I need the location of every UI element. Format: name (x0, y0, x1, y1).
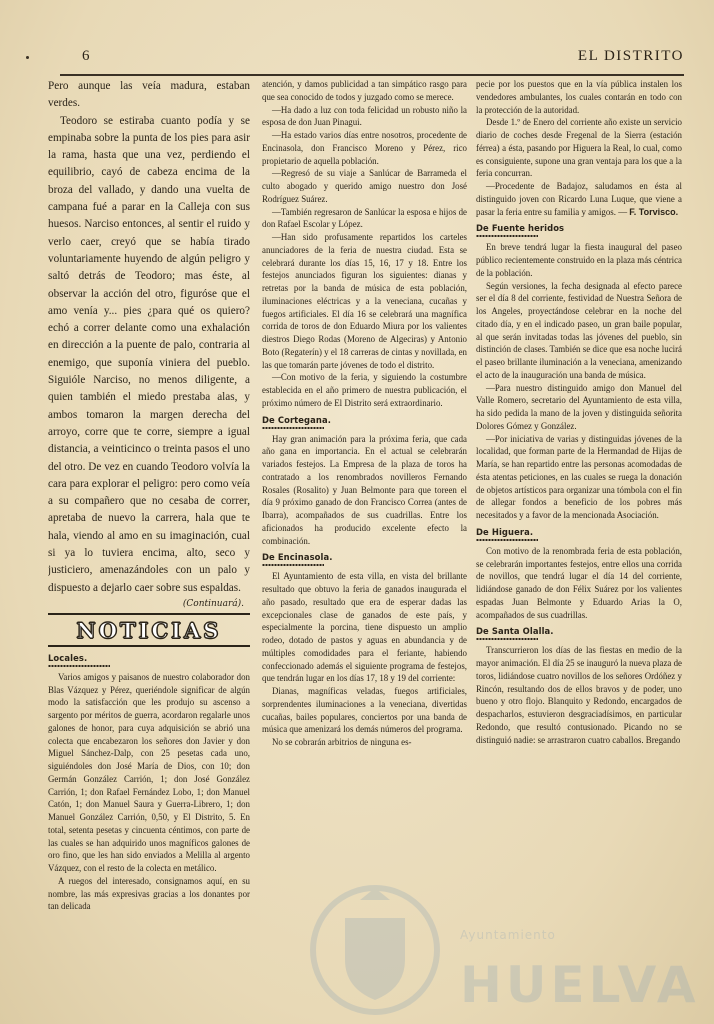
story-paragraph: Teodoro se estiraba cuanto podía y se empinaba sobre la punta de los pies para asir la rama, hasta que una vez, perdiendo el equilibrio, cayó de cabeza encima de la broza del vallado, y dando una vuelta de campana fué a parar en la Calleja con sus huesos. Narciso entonces, al sentir el ruido y verlo caer, creyó que se había tirado voluntariamente huyendo de algún peligro y saltó detrás de Teodoro; mas éste, al observar la acción del otro, figuróse que el amo venía y... pies ¿para qué os quiero? echó a correr delante como una exhalación en dirección a la puente de palo, contraria al enemigo, que suponía viniera del pueblo. Siguióle Narciso, no menos diligente, a quien también el miedo prestaba alas, y ambos tomaron la margen derecha del arroyo, corre que te corre, siempre a igual distancia, a veinticinco o treinta pasos el uno del otro. De vez en cuando Teodoro volvía la cara para explorar el peligro: pero como veía a su compañero que no cesaba de correr, apretaba de nuevo la carrera, hala que te hala, viendo al amo en su imaginación, cual si ya lo tuviera encima, alto, seco y justiciero, amenazándoles con un palo y dispuesto a dejarlo caer sobre sus espaldas. (48, 114, 250, 594)
section-heading-santa-olalla: De Santa Olalla. (476, 626, 554, 637)
heading-underline (48, 664, 110, 668)
section-heading-locales: Locales. (48, 652, 88, 663)
column-middle (262, 78, 467, 948)
ink-speck (26, 56, 29, 59)
coat-of-arms-icon (300, 880, 450, 1020)
news-paragraph: —Por iniciativa de varias y distinguidas jóvenes de la localidad, que forman parte de la Hermandad de Hijas de María, se han repartido entre las personas acomodadas de ésta atentas peticiones, en las cuales se ruega la donación de objetos artísticos para organizar una tómbola con el fin de allegar fondos a beneficio de los pobres más necesitados y a favor de la mencionada Asociación. (476, 433, 682, 520)
news-paragraph: pecie por los puestos que en la vía pública instalen los vendedores ambulantes, los cuales contarán en todo con la protección de la autoridad. (476, 79, 682, 115)
news-paragraph: —Con motivo de la feria, y siguiendo la costumbre establecida en el año primero de nuestra publicación, el próximo número de El Distrito será extraordinario. (262, 372, 467, 408)
news-paragraph: Hay gran animación para la próxima feria, que cada año gana en importancia. En el actual se celebrarán variados festejos. La Empresa de la plaza de toros ha contratado a los renombrados novilleros Fernando Rosales (Rosalito) y Juan Belmonte para que toreen el día 9 próximo ganado de don Francisco Correa (antes de Ibarra), acompañados de sus cuadrillas. Entre los aficionados ha producido excelente efecto la combinación. (262, 433, 467, 546)
story-paragraph: Pero aunque las veía madura, estaban verdes. (48, 80, 250, 110)
page-header (60, 46, 684, 76)
section-heading-fuente-heridos: De Fuente heridos (476, 223, 565, 234)
section-heading-cortegana: De Cortegana. (262, 414, 332, 425)
heading-underline (476, 234, 538, 238)
section-title-noticias: NOTICIAS (48, 613, 250, 647)
news-paragraph: —Ha dado a luz con toda felicidad un robusto niño la esposa de don Juan Pinagui. (262, 104, 467, 128)
news-text: —Procedente de Badajoz, saludamos en ésta al distinguido joven con Ricardo Luna Luque, que viene a pasar la feria entre su familia y amigos. (476, 181, 682, 217)
newspaper-title: EL DISTRITO (577, 48, 684, 64)
column-left (48, 78, 250, 948)
section-heading-higuera: De Higuera. (476, 526, 534, 537)
news-paragraph: A ruegos del interesado, consignamos aquí, en su nombre, las más expresivas gracias a los donantes por tan delicada (48, 875, 250, 912)
news-paragraph: Desde 1.º de Enero del corriente año existe un servicio diario de coches desde Fregenal de la Sierra (estación férrea) a ésta, pasando por Higuera la Real, lo cual, como es consiguiente, supone una gran ventaja para los que a la feria concurran. (476, 117, 682, 179)
watermark-text: Ayuntamiento (460, 928, 556, 942)
heading-underline (262, 563, 324, 567)
news-paragraph: Con motivo de la renombrada feria de esta población, se celebrarán importantes festejos, entre ellos una corrida de novillos, que tendrá lugar el día 14 del corriente, lidiándose ganado de don Félix Suárez por los valientes espadas Juan Belmonte y Eduardo Arias la O, acompañados de sus cuadrillas. (476, 545, 682, 620)
news-paragraph: —Para nuestro distinguido amigo don Manuel del Valle Romero, secretario del Ayuntamiento de esta villa, ha sido pedida la mano de la joven y distinguida señorita Dolores Gómez y González. (476, 382, 682, 431)
column-right (476, 78, 682, 948)
watermark-text: HUELVA (460, 956, 700, 1014)
news-paragraph: Dianas, magníficas veladas, fuegos artificiales, sorprendentes iluminaciones a la veneciana, divertidas cucañas, bailes populares, conciertos por una banda de música que amenizará los demás números del programa. (262, 686, 467, 735)
heading-underline (476, 637, 538, 641)
heading-underline (476, 538, 538, 542)
news-paragraph: Transcurrieron los días de las fiestas en medio de la mayor animación. El día 25 se inauguró la nueva plaza de toros, lidiándose cuatro novillos de los señores Ordóñez y Rincón, resultando dos de ellos bravos y de poder, uno bueno y otro flojo. Blanquito y Redondo, encargados de despacharlos, estuvieron desgraciadísimos, en particular Redondo, que resultó contusionado. Picando no se distinguió nadie: se arrastraron cuatro caballos. Bregando (476, 645, 682, 745)
news-paragraph: atención, y damos publicidad a tan simpático rasgo para que sea conocido de todos y juzgado como se merece. (262, 79, 467, 102)
news-paragraph: Varios amigos y paisanos de nuestro colaborador don Blas Vázquez y Pérez, queriéndole significar de algún modo la satisfacción que les produjo su ascenso a sargento por méritos de guerra, acordaron regalarle unos galones de honor, para cuya adquisición se abrió una colecta que encabezaron los señores don Javier y don Miguel Sánchez-Dalp, con 25 pesetas cada uno, siguiéndoles don José María de Dios, con 10; don Germán González Carrión, 1; don José González Carrión, 1; don Rafael Fernández Lobo, 1; don Manuel Catón, 1; don Manuel Saura y Guerra-Librero, 1; don Manuel González Carrión, 0,50, y El Distrito, 5. En total, setenta pesetas y cincuenta céntimos, con parte de las cuales se han adquirido unos magníficos galones de oro fino, que les han sido enviados a Melilla al argento Vázquez, con el resto de la colecta en metálico. (48, 671, 250, 874)
news-paragraph: —Regresó de su viaje a Sanlúcar de Barrameda el culto abogado y querido amigo nuestro don José Rodríguez Suárez. (262, 168, 467, 204)
news-paragraph: —Procedente de Badajoz, saludamos en ésta al distinguido joven con Ricardo Luna Luque, que viene a pasar la feria entre su familia y amigos. — F. Torvisco. (476, 181, 682, 217)
continued-note: (Continuará). (182, 598, 244, 609)
news-paragraph: Según versiones, la fecha designada al efecto parece ser el día 8 del corriente, festividad de Nuestra Señora de los Angeles, proyectándose celebrar en la noche del citado día, y en el indicado paseo, un gran baile popular, al que serán invitadas todas las jóvenes del pueblo, sin distinción de clases. También se dice que esa noche lucirá el paseo brillante iluminación a la veneciana, amenizando el acto de la inauguración una banda de música. (476, 280, 682, 380)
page-number: 6 (82, 48, 90, 64)
byline-signature: F. Torvisco. (629, 206, 679, 217)
heading-underline (262, 426, 324, 430)
news-paragraph: El Ayuntamiento de esta villa, en vista del brillante resultado que obtuvo la feria de ganados inaugurada el año pasado, resultado que era de esperar dadas las excepcionales clase de ganados de este país, y especialmente la porcina, tiene dispuesto un amplio rodeo, dotado de pastos y aguas en abundancia y de múltiples comodidades para el feriante, habiendo confeccionado además el siguiente programa de festejos, que tendrán lugar en los días 17, 18 y 19 del corriente: (262, 571, 467, 684)
archive-watermark (300, 880, 710, 1020)
news-paragraph: En breve tendrá lugar la fiesta inaugural del paseo público recientemente construido en la plaza más céntrica de la población. (476, 242, 682, 278)
news-paragraph: —Han sido profusamente repartidos los carteles anunciadores de la feria de nuestra ciudad. Esta se celebrará durante los días 15, 16, 17 y 18. Entre los festejos anunciados figuran los siguientes: dianas y retretas por la banda de música de esta población, iluminaciones eléctricas y a la veneciana, cucañas y fuegos artificiales. El día 16 se celebrará una magnífica corrida de toros de don Eduardo Miura por los valientes diestros Diego Rodas (Moreno de Algeciras) y Antonio Boto (Regaterín) y el 18 carreras de cintas y novillada, en las que tomarán parte jóvenes de todo el distrito. (262, 232, 467, 370)
section-heading-encinasola: De Encinasola. (262, 552, 333, 563)
news-paragraph: —También regresaron de Sanlúcar la esposa e hijos de don Rafael Escolar y López. (262, 206, 467, 230)
news-paragraph: No se cobrarán arbitrios de ninguna es- (272, 737, 412, 747)
news-paragraph: —Ha estado varios días entre nosotros, procedente de Encinasola, don Francisco Moreno y Pérez, rico propietario de aquella población. (262, 130, 467, 166)
